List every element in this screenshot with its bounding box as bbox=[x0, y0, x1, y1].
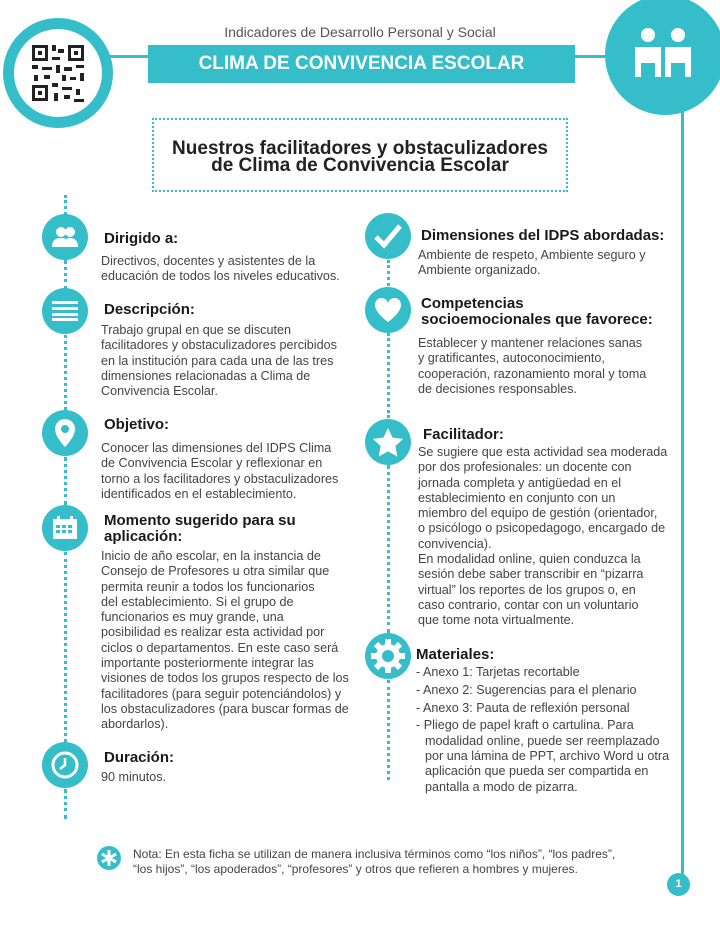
section-text-momento: Inicio de año escolar, en la instancia de Consejo de Profesores u otra similar que permita reunir a todos los funcionarios del establecimiento. Si el grupo de funcionarios es muy grande, una posibilidad es realizar esta actividad por ciclos o departamentos. En este caso será importante posteriormente integrar las visiones de todos los grupos respecto de los facilitadores (para seguir potenciándolos) y los obstaculizadores (para buscar formas de abordarlos). bbox=[101, 549, 349, 732]
document-lines-icon bbox=[42, 288, 88, 334]
title-box bbox=[152, 118, 568, 192]
star-icon bbox=[365, 419, 411, 465]
footnote: Nota: En esta ficha se utilizan de manera inclusiva términos como “los niños”, “los padres”, “los hijos”, “los apoderados”, “profesores” y otros que refieren a hombres y mujeres. bbox=[133, 847, 616, 876]
location-pin-icon bbox=[42, 410, 88, 456]
section-heading-objetivo: Objetivo: bbox=[104, 416, 170, 433]
timeline-dots bbox=[387, 333, 390, 418]
materials-list bbox=[416, 665, 669, 797]
people-icon bbox=[605, 0, 720, 115]
section-text-facilitador: Se sugiere que esta actividad sea moderada por dos profesionales: un docente con jornada completa y antigüedad en el establecimiento en conjunto con un miembro del equipo de gestión (orientador, o psicólogo o psicopedagogo, encargado de convivencia). En modalidad online, quien conduzca la sesión debe saber transcribir en “pizarra virtual” los reportes de los grupos o, en caso contrario, contar con un voluntario que tome nota virtualmente. bbox=[418, 445, 668, 628]
checkmark-icon bbox=[365, 213, 411, 259]
heart-icon bbox=[365, 287, 411, 333]
section-text-dirigido: Directivos, docentes y asistentes de la educación de todos los niveles educativos. bbox=[101, 254, 340, 284]
page-title-line2: de Clima de Convivencia Escolar bbox=[211, 155, 509, 176]
timeline-dots bbox=[64, 335, 67, 410]
people-icon-badge bbox=[605, 0, 720, 115]
timeline-dots bbox=[387, 465, 390, 633]
section-text-competencias: Establecer y mantener relaciones sanas y gratificantes, autoconocimiento, cooperación, razonamiento moral y toma de decisiones responsables. bbox=[418, 336, 647, 396]
section-heading-competencias: Competencias socioemocionales que favorece: bbox=[421, 295, 653, 328]
timeline-dots bbox=[387, 680, 390, 780]
page-number: 1 bbox=[667, 873, 690, 896]
section-text-duracion: 90 minutos. bbox=[101, 770, 167, 784]
section-heading-materiales: Materiales: bbox=[416, 646, 495, 663]
timeline-dots bbox=[64, 789, 67, 819]
page-side-rule bbox=[681, 110, 684, 875]
materials-item: - Anexo 2: Sugerencias para el plenario bbox=[416, 682, 637, 697]
materials-item: - Anexo 3: Pauta de reflexión personal bbox=[416, 700, 630, 715]
materials-item: - Anexo 1: Tarjetas recortable bbox=[416, 665, 580, 679]
timeline-dots bbox=[64, 260, 67, 290]
section-heading-facilitador: Facilitador: bbox=[423, 426, 504, 443]
header-subtitle: Indicadores de Desarrollo Personal y Social bbox=[224, 24, 496, 40]
timeline-dots bbox=[64, 195, 67, 215]
calendar-icon bbox=[42, 505, 88, 551]
timeline-dots bbox=[64, 457, 67, 505]
qr-code-badge[interactable] bbox=[3, 18, 113, 128]
header-banner: CLIMA DE CONVIVENCIA ESCOLAR bbox=[148, 45, 575, 83]
page-title-line1: Nuestros facilitadores y obstaculizadores bbox=[172, 138, 548, 159]
section-heading-dirigido: Dirigido a: bbox=[104, 230, 179, 247]
section-heading-dimensiones: Dimensiones del IDPS abordadas: bbox=[421, 227, 665, 244]
section-heading-momento: Momento sugerido para su aplicación: bbox=[104, 512, 296, 545]
section-text-descripcion: Trabajo grupal en que se discuten facilitadores y obstaculizadores percibidos en la institución para cada una de las tres dimensiones relacionadas a Clima de Convivencia Escolar. bbox=[101, 323, 337, 399]
clock-icon bbox=[42, 742, 88, 788]
materials-item: - Pliego de papel kraft o cartulina. Para modalidad online, puede ser reemplazado por una lámina de PPT, archivo Word u otra aplicación que pueda ser compartida en pantalla a modo de pizarra. bbox=[416, 718, 670, 794]
section-heading-duracion: Duración: bbox=[104, 749, 175, 766]
qr-code bbox=[14, 29, 102, 117]
timeline-dots bbox=[387, 260, 390, 286]
asterisk-icon bbox=[97, 846, 121, 870]
section-heading-descripcion: Descripción: bbox=[104, 301, 195, 318]
users-icon bbox=[42, 214, 88, 260]
section-text-objetivo: Conocer las dimensiones del IDPS Clima de Convivencia Escolar y reflexionar en torno a los facilitadores y obstaculizadores identificados en el establecimiento. bbox=[101, 441, 339, 501]
gear-icon bbox=[365, 633, 411, 679]
section-text-dimensiones: Ambiente de respeto, Ambiente seguro y Ambiente organizado. bbox=[418, 248, 646, 278]
timeline-dots bbox=[64, 552, 67, 742]
